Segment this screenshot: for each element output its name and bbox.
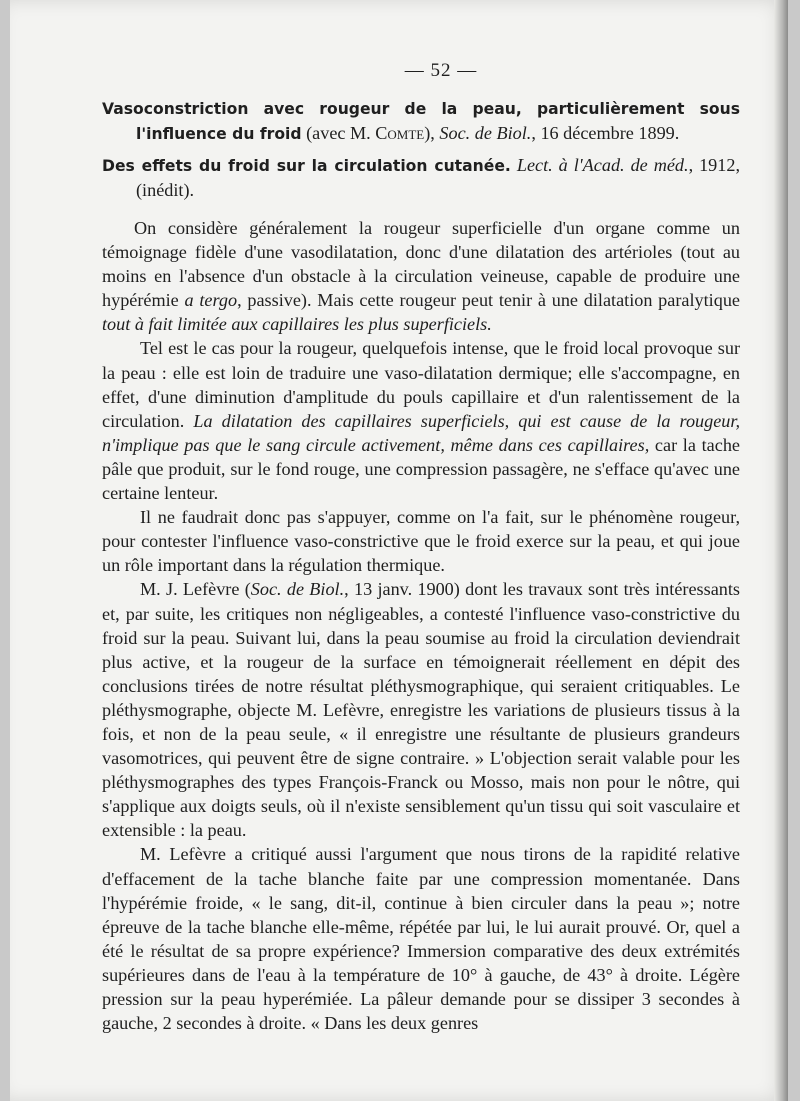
reference-journal: Soc. de Biol. — [439, 123, 532, 143]
reference-title: Vasoconstriction avec rougeur de la peau, particulièrement sous l'influence du froid — [102, 100, 740, 143]
reference-author: Comte — [375, 123, 425, 143]
page-edge-shadow — [774, 0, 788, 1101]
body-text — [102, 216, 740, 1035]
paragraph: M. Lefèvre a critiqué aussi l'argument que nous tirons de la rapidité relative d'effacement de la tache blanche faite par une compression momentanée. Dans l'hypérémie froide, « le sang, dit-il, continue à bien circuler dans la peau »; notre épreuve de la tache blanche elle-même, répétée par lui, le lui aurait prouvé. Or, quel a été le résultat de sa propre expérience? Immersion comparative des deux extrémités supérieures dans de l'eau à la température de 10° à gauche, de 43° à droite. Légère pression sur la peau hyperémiée. La pâleur demande pour se dissiper 3 secondes à gauche, 2 secondes à droite. « Dans les deux genres — [102, 844, 740, 1034]
paragraph: Tel est le cas pour la rougeur, quelquefois intense, que le froid local provoque sur la peau : elle est loin de traduire une vaso-dilatation dermique; elle s'accompagne, en effet, d'une diminution d'amplitude du pouls capillaire et d'un ralentissement de la circulation. La dilatation des capillaires superficiels, qui est cause de la rougeur, n'implique pas que le sang circule activement, même dans ces capillaires, car la tache pâle que produit, sur le fond rouge, une compression passagère, ne s'efface qu'avec une certaine lenteur. — [102, 338, 740, 504]
reference-entry — [102, 153, 740, 202]
reference-journal: Lect. à l'Acad. de méd. — [516, 155, 689, 175]
reference-date: , 16 décembre 1899. — [531, 123, 680, 143]
book-page — [10, 0, 788, 1101]
paragraph: On considère généralement la rougeur superficielle d'un organe comme un témoignage fidèle d'une vasodilatation, donc d'une dilatation des artérioles (tout au moins en l'absence d'un obstacle à la circulation veineuse, capable de produire une hypérémie a tergo, passive). Mais cette rougeur peut tenir à une dilatation paralytique tout à fait limitée aux capillaires les plus superficiels. — [102, 218, 740, 335]
paragraph: Il ne faudrait donc pas s'appuyer, comme on l'a fait, sur le phénomène rougeur, pour contester l'influence vaso-constrictive que le froid exerce sur la peau, et qui joue un rôle important dans la régulation thermique. — [102, 507, 740, 576]
reference-date: , 1912, (inédit). — [136, 155, 741, 200]
page-number: — 52 — — [404, 60, 478, 81]
paragraph: M. J. Lefèvre (Soc. de Biol., 13 janv. 1900) dont les travaux sont très intéressants et, par suite, les critiques non négligeables, a contesté l'influence vaso-constrictive du froid sur la peau. Suivant lui, dans la peau soumise au froid la circulation deviendrait plus active, et la rougeur de la surface en témoignerait réellement en dépit des conclusions tirées de notre résultat pléthysmographique, qui seraient critiquables. Le pléthysmographe, objecte M. Lefèvre, enregistre les variations de plusieurs tissus à la fois, et non de la peau seule, « il enregistre une résultante de plusieurs grandeurs vasomotrices, qui peuvent être de signe contraire. » L'objection serait valable pour les pléthysmographes des types François-Franck ou Mosso, mais non pour le nôtre, qui s'applique aux doigts seuls, où il n'existe sensiblement qu'un tissu qui soit vasculaire et extensible : la peau. — [102, 579, 740, 841]
reference-title: Des effets du froid sur la circulation cutanée. — [102, 157, 511, 175]
page-content — [102, 60, 740, 1035]
reference-entry: Vasoconstriction avec rougeur de la peau, particulièrement sous l'influence du froid (avec M. Comte), Soc. de Biol., 16 décembre 1899. — [102, 100, 740, 143]
